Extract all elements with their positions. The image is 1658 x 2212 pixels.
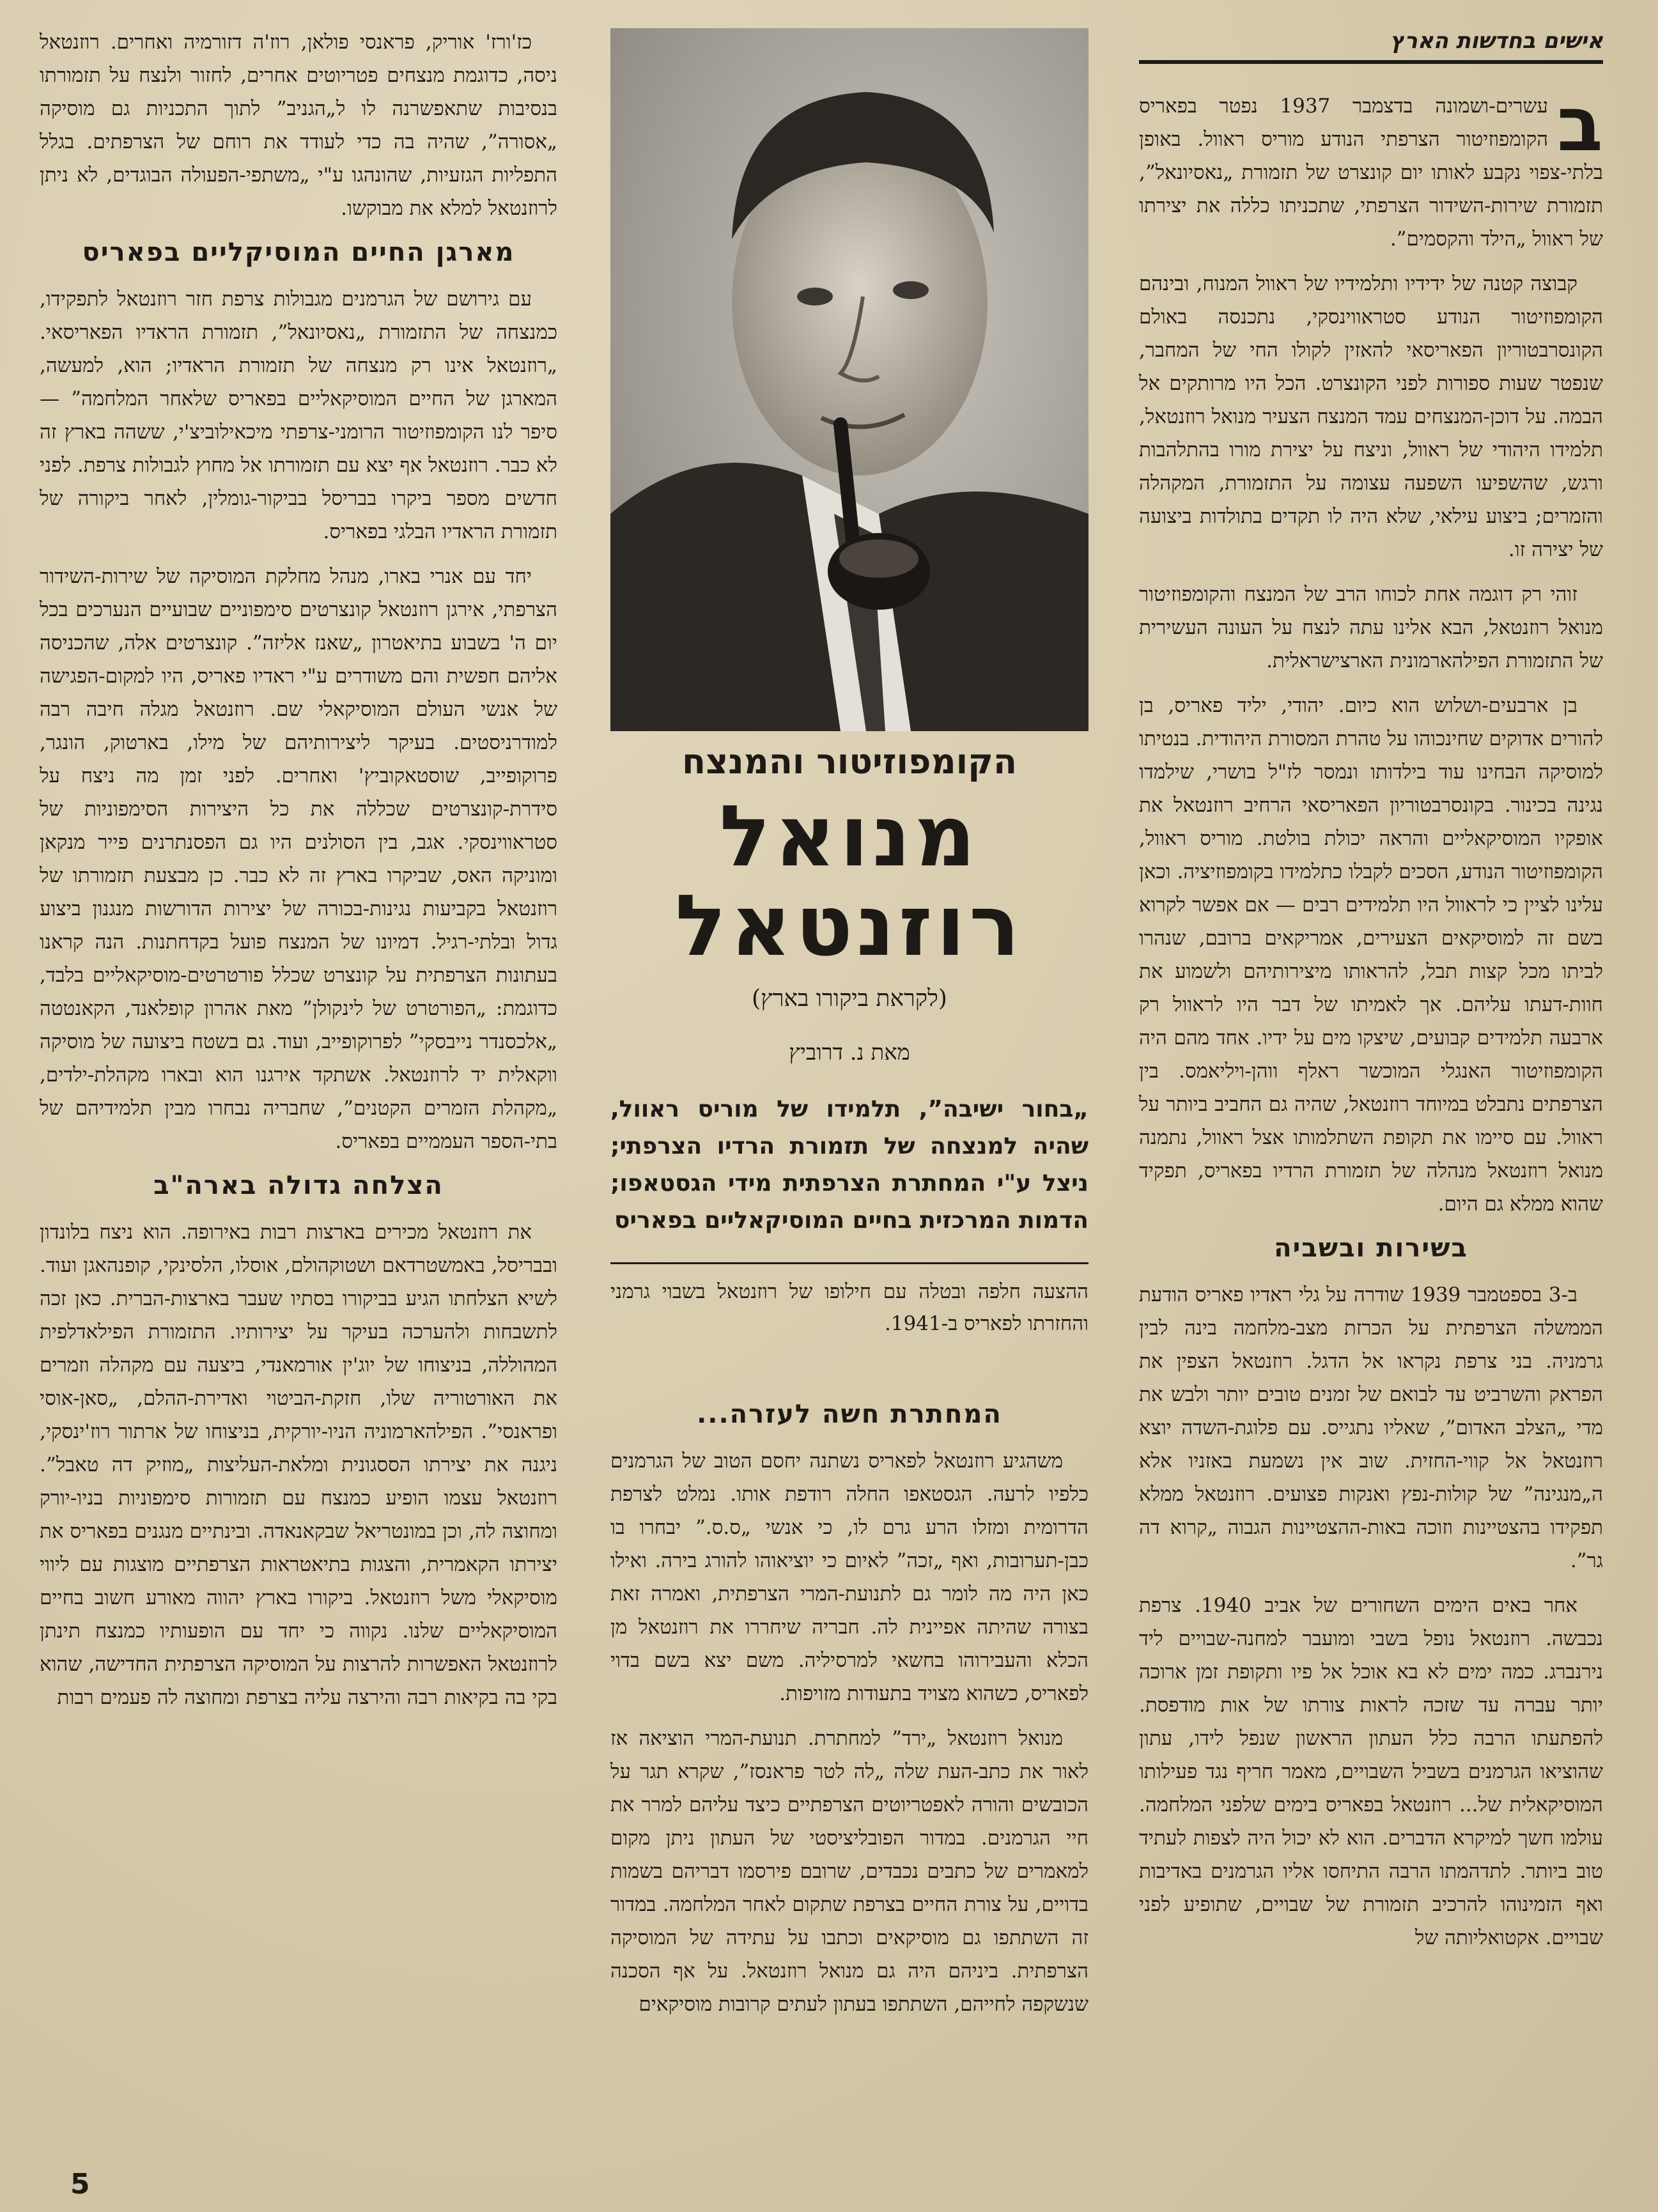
article-opening-paragraph	[1139, 80, 1603, 256]
paragraph: מנואל רוזנטאל „ירד” למחתרת. תנועת-המרי הוציאה אז לאור את כתב-העת שלה „לה לטר פראנסז”, שקרא תגר על הכובשים והורה לאפטריוטים הצרפתיים כיצד עליהם למרר את חיי הגרמנים. במדור הפובליציסטי של העתון ניתן מקום למאמרים של כתבים נכבדים, שרובם פירסמו דבריהם בשמות בדויים, על צורת החיים בצרפת שתקום לאחר המלחמה. במדור זה השתתפו גם מוסיקאים וכתבו על עתידה של המוסיקה הצרפתית. ביניהם היה גם מנואל רוזנטאל. על אף הסכנה שנשקפה לחייהם, השתתפו בעתון לעתים קרובות מוסיקאים	[610, 1727, 1089, 2016]
paragraph: בן ארבעים-ושלוש הוא כיום. יהודי, יליד פאריס, בן להורים אדוקים שחינכוהו על טהרת המסורת היהודית. בנטיתו למוסיקה הבחינו עוד בילדותו ונמסר לז"ל בושרי, שילמדו נגינה בכינור. בקונסרבטוריון הפאריסאי הרחיב רוזנטאל את אופקיו המוסיקאליים והראה יכולת בולטת. מוריס ראוול, הקומפוזיטור הנודע, הסכים לקבלו כתלמידו בקומפוזיציה. וכאן עלינו לציין כי לראוול היו תלמידים רבים — אם אפשר לקרוא בשם זה למוסיקאים הצעירים, אמריקאים ברובם, שנהרו לביתו מכל קצות תבל, להראותו מיצירותיהם ולשמוע את חוות-דעתו עליהם. אך לאמיתו של דבר היו לראוול רק ארבעה תלמידים קבועים, שיצקו מים על ידיו. אחד מהם היה הקומפוזיטור האנגלי המוכשר ראלף ווהן-ויליאמס. בין הצרפתים נתבלט במיוחד רוזנטאל, שהיה גם החביב ביותר על ראוול. עם סיימו את תקופת השתלמותו אצל ראוול, נתמנה מנואל רוזנטאל מנהלה של תזמורת הרדיו בפאריס, תפקיד שהוא ממלא גם היום.	[1139, 694, 1603, 1216]
portrait-illustration	[610, 28, 1089, 731]
column-right	[1139, 80, 1603, 1966]
drop-cap: ב	[1557, 80, 1603, 168]
page-number: 5	[70, 2168, 90, 2200]
column-left	[40, 26, 557, 1726]
running-head: אישים בחדשות הארץ	[1139, 28, 1603, 64]
paragraph: יחד עם אנרי בארו, מנהל מחלקת המוסיקה של שירות-השידור הצרפתי, אירגן רוזנטאל קונצרטים סימפוניים שבועיים הנערכים בכל יום ה' בשבוע בתיאטרון „שאנז אליזה”. קונצרטים אלה, שהכניסה אליהם חפשית והם משודרים ע"י ראדיו פאריס, היו למקום-הפגישה של אנשי העולם המוסיקאלי שם. רוזנטאל מגלה חיבה רבה למודרניסטים. בעיקר ליצירותיהם של מילו, בארטוק, הונגר, פרוקופייב, שוסטאקוביץ' ואחרים. לפני זמן מה ניצח על סידרת-קונצרטים שכללה את כל היצירות הסימפוניות של סטראווינסקי. אגב, בין הסולנים היו גם הפסנתרנים פייר מנקאן ומוניקה האס, שביקרו בארץ זה לא כבר. כן מבצעת תזמורתו של רוזנטאל בקביעות נגינות-בכורה של יצירות הדורשות מנגנון ביצוע גדול ובלתי-רגיל. דמיונו של המנצח פועל בקדחתנות. הנה קראנו בעתונות הצרפתית על קונצרט שכלל פורטרטים-מוסיקאליים בלבד, כדוגמת: „הפורטרט של לינקולן” מאת אהרון קופלאנד, הקאנטטה „אלכסנדר נייבסקי” לפרוקופייב, ועוד. גם בשטח ביצועה של מוסיקה ווקאלית יד לרוזנטאל. אשתקד אירגנו הוא ובארו מקהלת-ילדים, „מקהלת הזמרים הקטנים”, שחבריה נבחרו מבין תלמידיהם של בתי-הספר העממיים בפאריס.	[40, 565, 557, 1153]
deck: „בחור ישיבה”, תלמידו של מוריס ראוול, שהיה למנצחה של תזמורת הרדיו הצרפתי; ניצל ע"י המחתרת הצרפתית מידי הגסטאפו; הדמות המרכזית בחיים המוסיקאליים בפאריס	[610, 1096, 1089, 1234]
section-heading-captivity: בשירות ובשביה	[1274, 1234, 1468, 1263]
headline: מנואל רוזנטאל	[675, 787, 1024, 975]
column-middle	[610, 1387, 1089, 2032]
paragraph: משהגיע רוזנטאל לפאריס נשתנה יחסם הטוב של הגרמנים כלפיו לרעה. הגסטאפו החלה רודפת אותו. נמלט לצרפת הדרומית ומזלו הרע גרם לו, כי אנשי „ס.ס.” יבחרו בו כבן-תערובות, ואף „זכה” לאיום כי יוציאוהו להורג בירה. ואילו כאן היה מה לומר גם לתנועת-המרי הצרפתית, ואמרה זאת בצורה שהיתה אפיינית לה. חבריה שיחררו את רוזנטאל מן הכלא והעבירוהו בחשאי למרסיליה. משם יצא בשם בדוי לפאריס, כשהוא מצויד בתעודות מזויפות.	[610, 1450, 1089, 1705]
byline: מאת נ. דרוביץ	[789, 1040, 910, 1065]
paragraph: זוהי רק דוגמה אחת לכוחו הרב של המנצח והקומפוזיטור מנואל רוזנטאל, הבא אלינו עתה לנצח על העונה העשירית של התזמורת הפילהארמונית הארצישראלית.	[1139, 583, 1603, 672]
section-heading-success: הצלחה גדולה בארה"ב	[153, 1171, 444, 1200]
title-block	[610, 741, 1089, 1340]
section-heading-organizer: מארגן החיים המוסיקליים בפאריס	[82, 238, 515, 267]
opening-text: עשרים-ושמונה בדצמבר 1937 נפטר בפאריס הקומפוזיטור הצרפתי הנודע מוריס ראוול. באופן בלתי-צפוי נקבע לאותו יום קונצרט של תזמורת „נאסיונאל”, תזמורת שירות-השידור הצרפתי, שתכניתו כללה את יצירתו של ראוול „הילד והקסמים”.	[1139, 95, 1603, 251]
intro-paragraph: ההצעה חלפה ובטלה עם חילופו של רוזנטאל בשבוי גרמני והחזרתו לפאריס ב-1941.	[610, 1262, 1089, 1340]
title-kicker: הקומפוזיטור והמנצח	[681, 741, 1018, 782]
paragraph: קבוצה קטנה של ידידיו ותלמידיו של ראוול המנוח, ובינהם הקומפוזיטור הנודע סטראווינסקי, נתכנסה באולם הקונסרבטוריון הפאריסאי להאזין לקולו החי של המחבר, שנפטר שעות ספורות לפני הקונצרט. הכל היו מרותקים אל הבמה. על דוכן-המנצחים עמד המנצח הצעיר מנואל רוזנטאל, תלמידו היהודי של ראוול, וניצח על יצירת מורו בהתלהבות ורגש, שהשפיעו השפעה עצומה על התזמורת, המקהלה והזמרים; ביצוע עילאי, שלא היה לו תקדים בתולדות ביצועה של יצירה זו.	[1139, 272, 1603, 561]
section-heading-underground: המחתרת חשה לעזרה...	[697, 1400, 1002, 1429]
portrait-photo	[610, 28, 1089, 731]
paragraph: עם גירושם של הגרמנים מגבולות צרפת חזר רוזנטאל לתפקידו, כמנצחה של התזמורת „נאסיונאל”, תזמורת הראדיו הפאריסאי. „רוזנטאל אינו רק מנצחה של תזמורת הראדיו; הוא, למעשה, המארגן של החיים המוסיקאליים בפאריס שלאחר המלחמה” — סיפר לנו הקומפוזיטור הרומני-צרפתי מיכאילוביצ'י, ששהה בארץ זה לא כבר. רוזנטאל אף יצא עם תזמורתו אל מחוץ לגבולות צרפת. לפני חדשים מספר ביקרו בבריסל בביקור-גומלין, לאחר ביקורה של תזמורת הראדיו הבלגי בפאריס.	[40, 288, 557, 543]
subtitle: (לקראת ביקורו בארץ)	[752, 986, 947, 1012]
paragraph: אחר באים הימים השחורים של אביב 1940. צרפת נכבשה. רוזנטאל נופל בשבי ומועבר למחנה-שבויים ליד נירנברג. כמה ימים לא בא אוכל אל פיו ותקופת זמן ארוכה יותר עברה עד שזכה לראות צורתו של אות מודפסת. להפתעתו הרבה כלל העתון הראשון שנפל לידו, עתון שהוציאו הגרמנים בשביל השבויים, מאמר חריף נגד פעילותו המוסיקאלית של... רוזנטאל בפאריס בימים שלפני המלחמה. עולמו חשך למיקרא הדברים. הוא לא יכול היה לצפות לעתיד טוב ביותר. לתדהמתו הרבה התיחסו אליו הגרמנים באדיבות ואף הזמינוהו להרכיב תזמורת של שבויים, שתופיע לפני שבויים. אקטואליותה של	[1139, 1594, 1603, 1949]
paragraph: את רוזנטאל מכירים בארצות רבות באירופה. הוא ניצח בלונדון ובבריסל, באמשטרדאם ושטוקהולם, אוסלו, הלסינקי, קופנהאגן ועוד. לשיא הצלחתו הגיע בביקורו בסתיו שעבר בארצות-הברית. כאן זכה לתשבחות ולהערכה בעיקר על יצירותיו. התזמורת הפילאדלפית המהוללה, בניצוחו של יוג'ין אורמאנדי, ביצעה עם מקהלה וזמרים את האורטוריה שלו, חזקת-הביטוי ואדירת-ההלם, „סאן-אוסי ופראנסי”. הפילהארמוניה הניו-יורקית, בניצוחו של ארתור רוז'ינסקי, ניגנה את יצירתו הססגונית ומלאת-העליצות „מוזיק דה טאבל”. רוזנטאל עצמו הופיע כמנצח עם תזמורות סימפוניות בניו-יורק ומחוצה לה, וכן במונטריאל שבקאנאדה. ובינתיים מנגנים בפאריס את יצירתו הקאמרית, והצגות בתיאטראות הצרפתיים מוצגות עם ליווי מוסיקאלי משל רוזנטאל. ביקורו בארץ יהווה מאורע חשוב בחיים המוסיקאליים שלנו. נקווה כי יחד עם הופעותיו כמנצח תינתן לרוזנטאל האפשרות להרצות על המוסיקה הצרפתית החדישה, שהוא בקי בה בקיאות רבה והירצה עליה בצרפת ומחוצה לה פעמים רבות	[40, 1221, 557, 1709]
paragraph: ב-3 בספטמבר 1939 שודרה על גלי ראדיו פאריס הודעת הממשלה הצרפתית על הכרזת מצב-מלחמה בינה לבין גרמניה. בני צרפת נקראו אל הדגל. רוזנטאל הצפין את הפראק והשרביט עד לבואם של זמנים טובים יותר ולבש את מדי „הצלב האדום”, שאליו נתגייס. עם פלוגת-השדה יוצא רוזנטאל אל קווי-החזית. שוב אין נשמעת באזניו אלא ה„מנגינה” של קולות-נפץ ואנקות פצועים. רוזנטאל ממלא תפקידו בהצטיינות וזוכה באות-ההצטיינות הגבוה „קרוא דה גר”.	[1139, 1283, 1603, 1572]
paragraph: כז'ורז' אוריק, פראנסי פולאן, רוז'ה דזורמיה ואחרים. רוזנטאל ניסה, כדוגמת מנצחים פטריוטים אחרים, לחזור ולנצח על תזמורתו בנסיבות שתאפשרנה לו ל„הגניב” לתוך התכניות גם מוסיקה „אסורה”, שהיה בה כדי לעודד את רוחם של הצרפתים. בגלל התפליות הגזעיות, שהונהגו ע"י „משתפי-הפעולה הבוגדים, לא ניתן לרוזנטאל למלא את מבוקשו.	[40, 31, 557, 220]
